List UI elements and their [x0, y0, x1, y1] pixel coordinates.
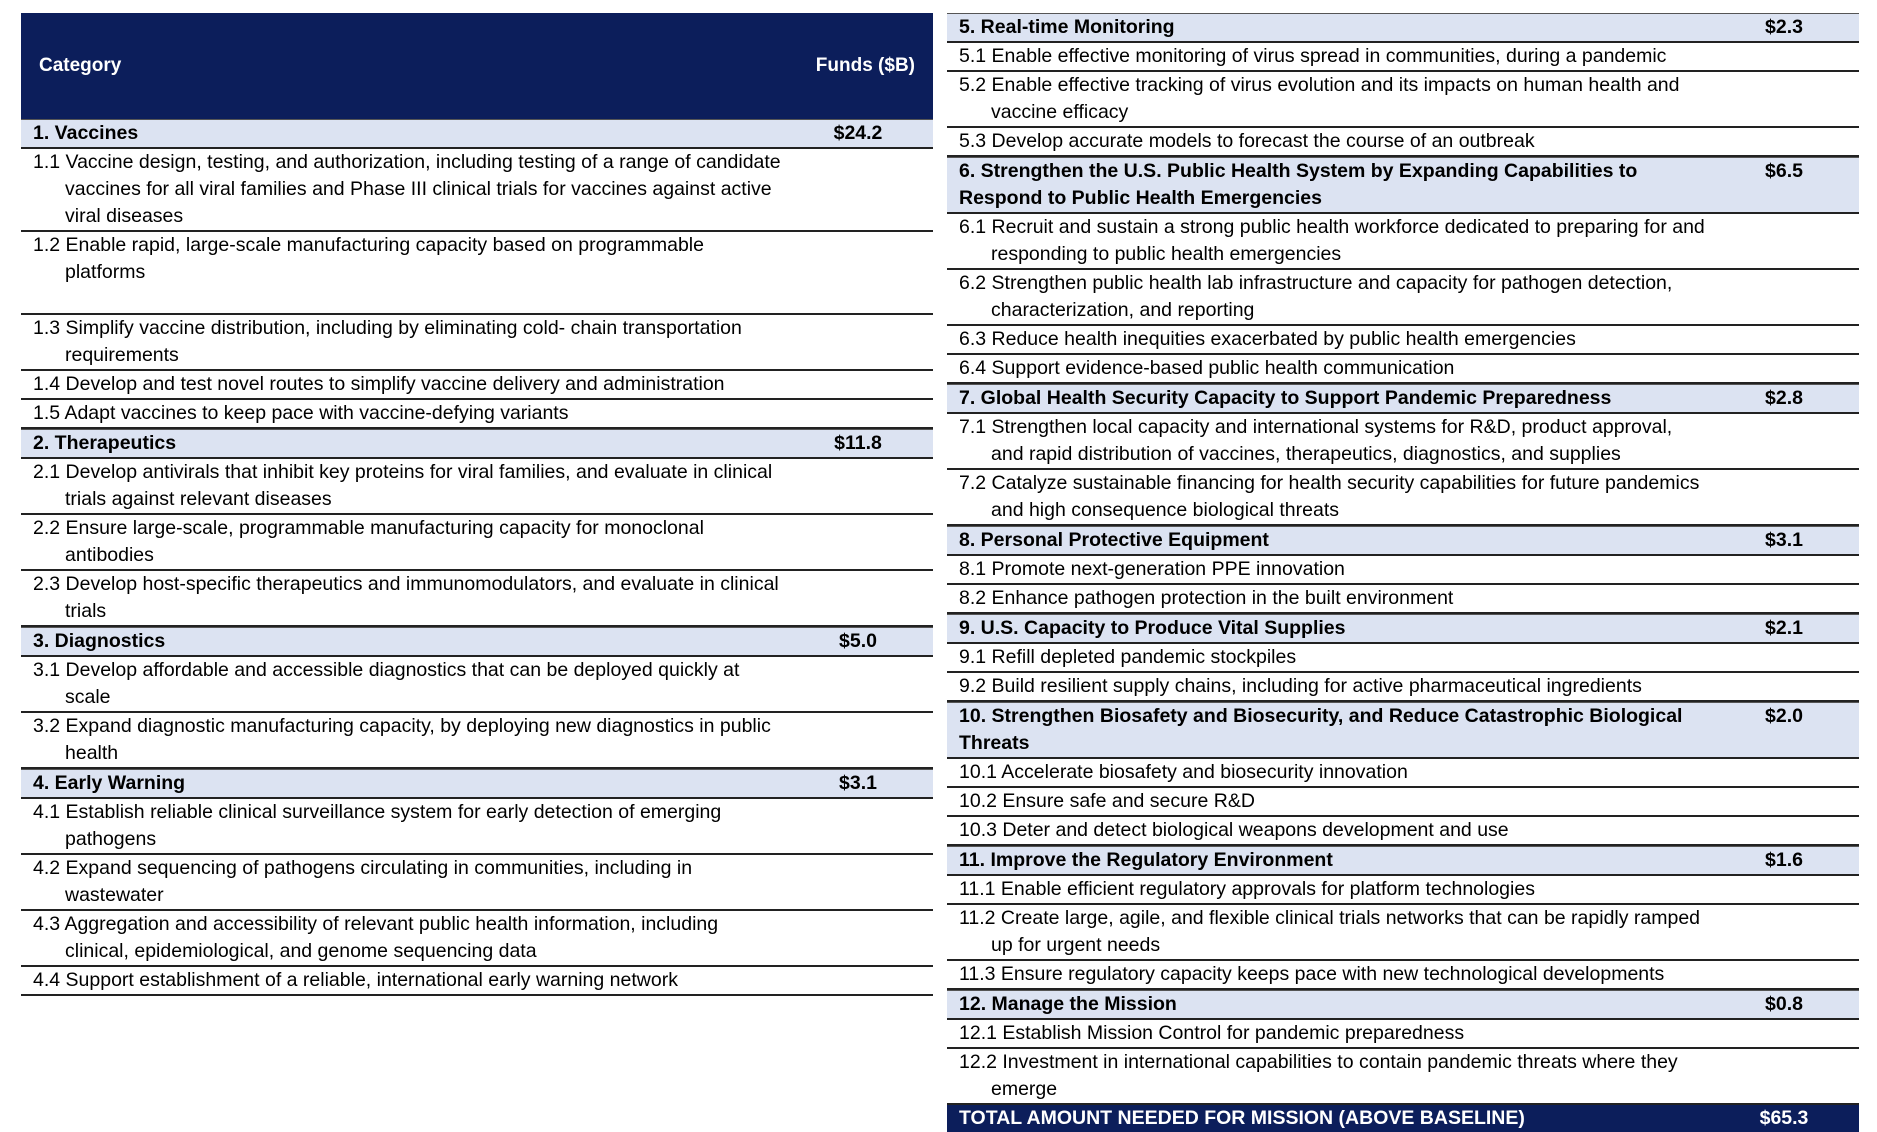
- subcategory-row: [947, 128, 1859, 157]
- row-label: 11.1 Enable efficient regulatory approvals for platform technologies: [959, 878, 1535, 900]
- subcategory-row: [947, 270, 1859, 326]
- row-amount: $3.1: [839, 772, 877, 794]
- row-label: 1.4 Develop and test novel routes to simplify vaccine delivery and administration: [33, 373, 725, 395]
- row-label: 1.5 Adapt vaccines to keep pace with vaccine-defying variants: [33, 402, 569, 424]
- subcategory-row: [947, 414, 1859, 470]
- subcategory-row: [947, 72, 1859, 128]
- category-row: [947, 157, 1859, 214]
- subcategory-row: [21, 911, 933, 967]
- subcategory-row: [947, 673, 1859, 702]
- row-amount: $5.0: [839, 630, 877, 652]
- row-label: 8.2 Enhance pathogen protection in the built environment: [959, 587, 1454, 609]
- subcategory-row: [947, 326, 1859, 355]
- row-label: 11.3 Ensure regulatory capacity keeps pace with new technological developments: [959, 963, 1665, 985]
- row-label: 6.2 Strengthen public health lab infrastructure and capacity for pathogen detection, characterization, and reporting: [959, 272, 1673, 321]
- row-label: TOTAL AMOUNT NEEDED FOR MISSION (ABOVE BASELINE): [959, 1107, 1525, 1129]
- row-label: 10.1 Accelerate biosafety and biosecurity innovation: [959, 761, 1408, 783]
- category-row: [947, 13, 1859, 43]
- subcategory-row: [21, 657, 933, 713]
- category-row: [21, 119, 933, 149]
- subcategory-row: [21, 232, 933, 315]
- row-label: 2.3 Develop host-specific therapeutics and immunomodulators, and evaluate in clinical trials: [33, 573, 779, 622]
- subcategory-row: [21, 400, 933, 429]
- row-label: 1.3 Simplify vaccine distribution, including by eliminating cold- chain transportation requirements: [33, 317, 742, 366]
- subcategory-row: [947, 556, 1859, 585]
- row-label: 11.2 Create large, agile, and flexible clinical trials networks that can be rapidly ramped up for urgent needs: [959, 907, 1701, 956]
- subcategory-row: [947, 817, 1859, 846]
- subcategory-row: [947, 876, 1859, 905]
- subcategory-row: [21, 459, 933, 515]
- subcategory-row: [21, 799, 933, 855]
- right-table: [947, 13, 1859, 1132]
- row-label: 6.1 Recruit and sustain a strong public health workforce dedicated to preparing for and responding to public health emergencies: [959, 216, 1705, 265]
- row-label: 4.4 Support establishment of a reliable, international early warning network: [33, 969, 678, 991]
- row-label: 3. Diagnostics: [33, 630, 166, 652]
- category-header: Category: [39, 55, 122, 76]
- left-rows: [21, 119, 933, 996]
- row-label: 5.3 Develop accurate models to forecast the course of an outbreak: [959, 130, 1535, 152]
- row-amount: $2.1: [1765, 617, 1803, 639]
- left-table: [21, 13, 933, 996]
- row-label: 3.2 Expand diagnostic manufacturing capacity, by deploying new diagnostics in public health: [33, 715, 771, 764]
- row-label: 4.2 Expand sequencing of pathogens circulating in communities, including in wastewater: [33, 857, 693, 906]
- subcategory-row: [947, 788, 1859, 817]
- category-row: [21, 769, 933, 799]
- category-row: [947, 526, 1859, 556]
- category-row: [947, 384, 1859, 414]
- subcategory-row: [21, 149, 933, 232]
- category-row: [947, 614, 1859, 644]
- row-label: 9. U.S. Capacity to Produce Vital Supplies: [959, 617, 1346, 639]
- row-label: 6.4 Support evidence-based public health communication: [959, 357, 1455, 379]
- subcategory-row: [947, 759, 1859, 788]
- row-label: 7.2 Catalyze sustainable financing for health security capabilities for future pandemics and high consequence biological threats: [959, 472, 1700, 521]
- total-row: [947, 1105, 1859, 1132]
- row-label: 6.3 Reduce health inequities exacerbated by public health emergencies: [959, 328, 1576, 350]
- subcategory-row: [21, 967, 933, 996]
- row-label: 1.2 Enable rapid, large-scale manufacturing capacity based on programmable platforms: [33, 234, 704, 283]
- row-amount: $3.1: [1765, 529, 1803, 551]
- row-label: 5. Real-time Monitoring: [959, 16, 1175, 38]
- row-amount: $2.3: [1765, 16, 1803, 38]
- row-label: 9.1 Refill depleted pandemic stockpiles: [959, 646, 1297, 668]
- subcategory-row: [947, 355, 1859, 384]
- subcategory-row: [947, 1049, 1859, 1105]
- subcategory-row: [947, 43, 1859, 72]
- funds-header: Funds ($B): [815, 55, 915, 76]
- row-amount: $2.0: [1765, 705, 1803, 727]
- row-label: 5.2 Enable effective tracking of virus evolution and its impacts on human health and vaccine efficacy: [959, 74, 1680, 123]
- subcategory-row: [21, 315, 933, 371]
- row-label: 8. Personal Protective Equipment: [959, 529, 1269, 551]
- row-label: 3.1 Develop affordable and accessible diagnostics that can be deployed quickly at scale: [33, 659, 740, 708]
- row-label: 1. Vaccines: [33, 122, 139, 144]
- subcategory-row: [21, 713, 933, 769]
- row-label: 7.1 Strengthen local capacity and international systems for R&D, product approval, and rapid distribution of vaccines, therapeutics, diagnostics, and supplies: [959, 416, 1673, 465]
- row-label: 12. Manage the Mission: [959, 993, 1177, 1015]
- category-row: [947, 990, 1859, 1020]
- row-amount: $0.8: [1765, 993, 1803, 1015]
- row-label: 8.1 Promote next-generation PPE innovation: [959, 558, 1345, 580]
- category-row: [947, 846, 1859, 876]
- table-header: [21, 13, 933, 119]
- subcategory-row: [21, 515, 933, 571]
- row-label: 6. Strengthen the U.S. Public Health System by Expanding Capabilities to Respond to Public Health Emergencies: [959, 160, 1638, 209]
- row-label: 11. Improve the Regulatory Environment: [959, 849, 1333, 871]
- row-amount: $1.6: [1765, 849, 1803, 871]
- subcategory-row: [947, 214, 1859, 270]
- row-label: 12.2 Investment in international capabilities to contain pandemic threats where they emerge: [959, 1051, 1678, 1100]
- subcategory-row: [947, 585, 1859, 614]
- row-label: 1.1 Vaccine design, testing, and authorization, including testing of a range of candidate vaccines for all viral families and Phase III clinical trials for vaccines against active viral diseases: [33, 151, 781, 227]
- row-label: 2. Therapeutics: [33, 432, 177, 454]
- row-label: 2.1 Develop antivirals that inhibit key proteins for viral families, and evaluate in clinical trials against relevant diseases: [33, 461, 773, 510]
- row-amount: $65.3: [1759, 1107, 1809, 1129]
- row-label: 4. Early Warning: [33, 772, 186, 794]
- category-row: [21, 627, 933, 657]
- row-amount: $11.8: [834, 432, 882, 454]
- row-amount: $2.8: [1765, 387, 1803, 409]
- row-label: 10.3 Deter and detect biological weapons development and use: [959, 819, 1509, 841]
- category-row: [21, 429, 933, 459]
- subcategory-row: [947, 470, 1859, 526]
- row-label: 2.2 Ensure large-scale, programmable manufacturing capacity for monoclonal antibodies: [33, 517, 704, 566]
- row-amount: $24.2: [833, 122, 883, 144]
- row-label: 5.1 Enable effective monitoring of virus spread in communities, during a pandemic: [959, 45, 1667, 67]
- subcategory-row: [947, 961, 1859, 990]
- row-label: 10.2 Ensure safe and secure R&D: [959, 790, 1255, 812]
- row-label: 4.1 Establish reliable clinical surveillance system for early detection of emerging pathogens: [33, 801, 722, 850]
- row-label: 4.3 Aggregation and accessibility of relevant public health information, including clinical, epidemiological, and genome sequencing data: [33, 913, 719, 962]
- subcategory-row: [21, 371, 933, 400]
- subcategory-row: [947, 905, 1859, 961]
- row-label: 12.1 Establish Mission Control for pandemic preparedness: [959, 1022, 1465, 1044]
- right-rows: [947, 13, 1859, 1132]
- subcategory-row: [947, 644, 1859, 673]
- subcategory-row: [21, 571, 933, 627]
- row-label: 7. Global Health Security Capacity to Support Pandemic Preparedness: [959, 387, 1612, 409]
- subcategory-row: [21, 855, 933, 911]
- subcategory-row: [947, 1020, 1859, 1049]
- category-row: [947, 702, 1859, 759]
- row-amount: $6.5: [1765, 160, 1803, 182]
- row-label: 9.2 Build resilient supply chains, including for active pharmaceutical ingredients: [959, 675, 1642, 697]
- row-label: 10. Strengthen Biosafety and Biosecurity, and Reduce Catastrophic Biological Threats: [959, 705, 1683, 754]
